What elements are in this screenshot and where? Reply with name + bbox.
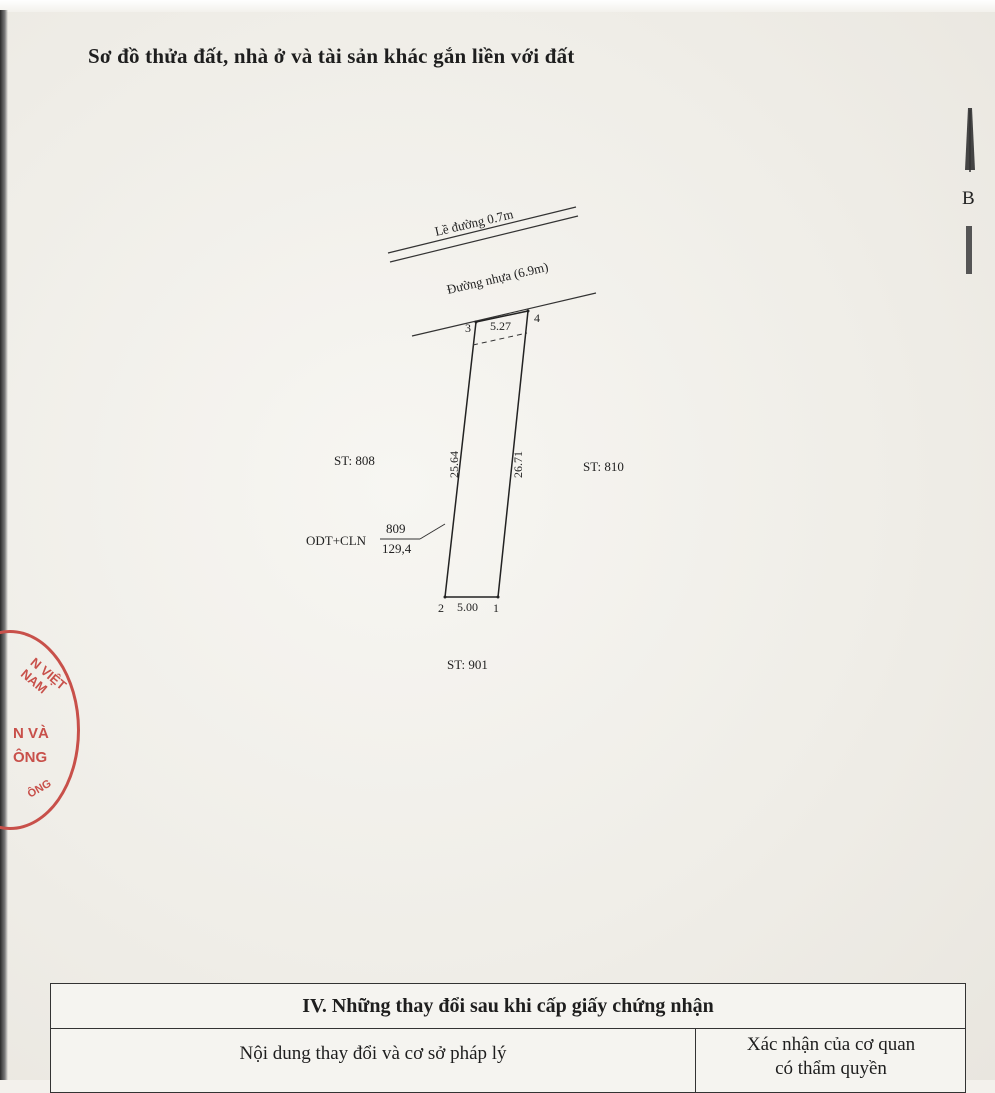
parcel-number: 809	[386, 521, 406, 536]
road-edge-label: Lề đường 0.7m	[433, 206, 515, 239]
column-change-content: Nội dung thay đổi và cơ sở pháp lý	[51, 1029, 696, 1093]
column-authority-confirmation	[697, 1029, 965, 1093]
compass-label: B	[962, 188, 975, 209]
column-authority-line1: Xác nhận của cơ quan	[746, 1034, 916, 1055]
north-arrow-icon	[962, 108, 975, 274]
edge-top-length: 5.27	[490, 319, 511, 333]
vertex-2-label: 2	[438, 601, 444, 615]
neighbor-west-label: ST: 808	[334, 453, 375, 468]
changes-table-title: IV. Những thay đổi sau khi cấp giấy chứng nhận	[51, 984, 965, 1029]
diagram-heading: Sơ đồ thửa đất, nhà ở và tài sản khác gắn liền với đất	[88, 44, 575, 68]
vertex-4-label: 4	[534, 311, 540, 325]
column-authority-line2: có thẩm quyền	[775, 1058, 887, 1079]
road-label: Đường nhựa (6.9m)	[445, 258, 550, 297]
vertex-3-label: 3	[465, 321, 471, 335]
changes-table-header-row	[51, 1029, 965, 1093]
neighbor-south-label: ST: 901	[447, 657, 488, 672]
neighbor-east-label: ST: 810	[583, 459, 624, 474]
edge-right-length: 26.71	[511, 451, 525, 478]
parcel-label	[306, 521, 445, 556]
seal-text-4: ÔNG	[25, 777, 54, 801]
parcel-land-use: ODT+CLN	[306, 533, 367, 548]
seal-text-2: N VÀ	[13, 725, 49, 742]
edge-bottom-length: 5.00	[457, 600, 478, 614]
vertex-1-label: 1	[493, 601, 499, 615]
parcel-area: 129,4	[382, 541, 412, 556]
road-edge	[388, 206, 578, 262]
seal-text-1: N VIỆT NAM	[17, 654, 70, 697]
parcel-809	[438, 310, 540, 616]
seal-text-3: ÔNG	[13, 749, 48, 766]
changes-table	[50, 983, 966, 1093]
edge-left-length: 25.64	[447, 451, 461, 478]
